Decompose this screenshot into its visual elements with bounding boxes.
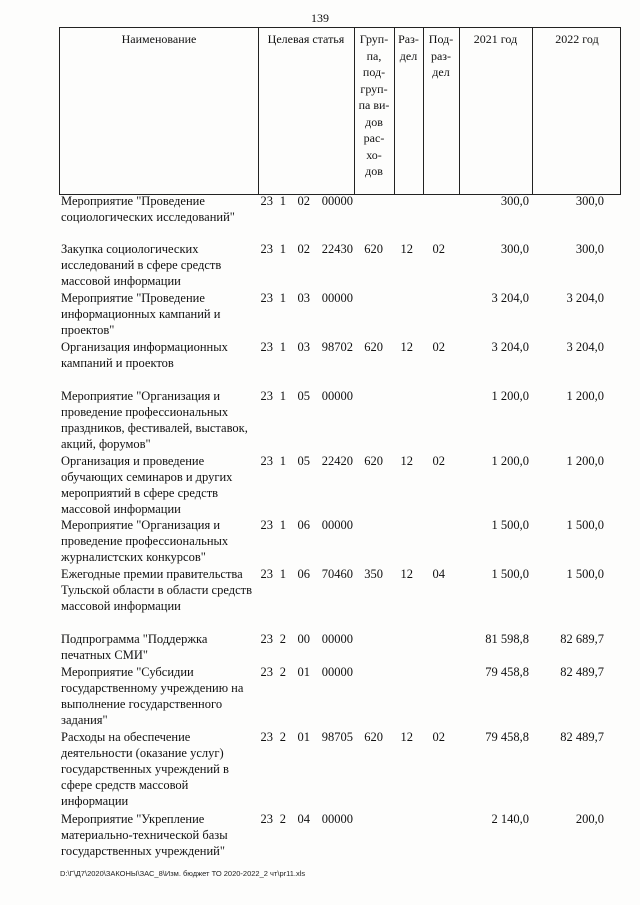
target-code-2: 2 bbox=[279, 812, 286, 826]
target-code-2: 1 bbox=[279, 518, 286, 532]
header-name: Наименование bbox=[121, 32, 197, 46]
amount-2021-cell: 1 200,0 bbox=[491, 389, 529, 403]
target-code-1: 23 bbox=[260, 812, 273, 826]
target-code-2: 2 bbox=[279, 632, 286, 646]
target-code-3: 04 bbox=[297, 812, 310, 826]
target-code-1: 23 bbox=[260, 389, 273, 403]
amount-2022-cell: 82 489,7 bbox=[560, 665, 604, 679]
page-number: 139 bbox=[311, 11, 329, 25]
expense-group-cell: 620 bbox=[364, 454, 383, 468]
row-name: Расходы на обеспечение деятельности (оказание услуг) государственных учреждений в сфере средств массовой информации bbox=[61, 730, 229, 808]
target-code-3: 05 bbox=[297, 454, 310, 468]
target-code-2: 1 bbox=[279, 242, 286, 256]
target-code-1: 23 bbox=[260, 340, 273, 354]
header-target-article: Целевая статья bbox=[267, 32, 345, 46]
amount-2021-cell: 1 200,0 bbox=[491, 454, 529, 468]
target-code-4: 98702 bbox=[321, 340, 353, 354]
row-name: Закупка социологических исследований в сфере средств массовой информации bbox=[61, 242, 222, 288]
expense-group-cell: 620 bbox=[364, 242, 383, 256]
header-line: па, bbox=[366, 48, 382, 63]
header-line: под- bbox=[362, 65, 386, 79]
row-name: Подпрограмма "Поддержка печатных СМИ" bbox=[61, 632, 208, 662]
target-code-2: 1 bbox=[279, 567, 286, 581]
subsection-cell: 02 bbox=[432, 340, 445, 354]
amount-2022-cell: 1 200,0 bbox=[566, 454, 604, 468]
target-code-3: 02 bbox=[297, 242, 310, 256]
section-cell: 12 bbox=[400, 340, 413, 354]
expense-group-cell: 620 bbox=[364, 730, 383, 744]
amount-2021-cell: 2 140,0 bbox=[491, 812, 529, 826]
target-code-4: 22430 bbox=[321, 242, 353, 256]
header-section bbox=[394, 31, 423, 64]
subsection-cell: 02 bbox=[432, 730, 445, 744]
target-code-3: 03 bbox=[297, 340, 310, 354]
header-line: па ви- bbox=[358, 98, 390, 112]
target-code-3: 00 bbox=[297, 632, 310, 646]
amount-2021-cell: 81 598,8 bbox=[485, 632, 529, 646]
row-name: Мероприятие "Проведение социологических исследований" bbox=[61, 194, 235, 224]
target-code-3: 03 bbox=[297, 291, 310, 305]
row-name: Организация и проведение обучающих семинаров и других мероприятий в сфере средств массовой информации bbox=[61, 454, 233, 516]
header-line: груп- bbox=[360, 81, 388, 96]
amount-2021-cell: 3 204,0 bbox=[491, 340, 529, 354]
section-cell: 12 bbox=[400, 454, 413, 468]
target-code-1: 23 bbox=[260, 632, 273, 646]
target-code-1: 23 bbox=[260, 194, 273, 208]
column-divider bbox=[459, 28, 460, 194]
header-line: хо- bbox=[366, 147, 382, 162]
target-code-2: 2 bbox=[279, 730, 286, 744]
header-line: дов bbox=[365, 164, 383, 178]
subsection-cell: 02 bbox=[432, 454, 445, 468]
target-code-1: 23 bbox=[260, 291, 273, 305]
target-code-3: 01 bbox=[297, 730, 310, 744]
target-code-4: 22420 bbox=[321, 454, 353, 468]
target-code-4: 70460 bbox=[321, 567, 353, 581]
file-path-footer: D:\Г\Д7\2020\ЗАКОНЫ\ЗАС_8\Изм. бюджет ТО 2020-2022_2 чт\pr11.xls bbox=[60, 869, 306, 878]
header-year-2021: 2021 год bbox=[473, 32, 518, 46]
header-line: Груп- bbox=[359, 32, 389, 46]
subsection-cell: 04 bbox=[432, 567, 445, 581]
amount-2022-cell: 1 500,0 bbox=[566, 518, 604, 532]
section-cell: 12 bbox=[400, 567, 413, 581]
target-code-4: 00000 bbox=[321, 665, 353, 679]
target-code-4: 00000 bbox=[321, 518, 353, 532]
target-code-1: 23 bbox=[260, 454, 273, 468]
row-name: Организация информационных кампаний и проектов bbox=[61, 340, 228, 370]
target-code-1: 23 bbox=[260, 518, 273, 532]
amount-2021-cell: 1 500,0 bbox=[491, 518, 529, 532]
amount-2022-cell: 3 204,0 bbox=[566, 340, 604, 354]
section-cell: 12 bbox=[400, 730, 413, 744]
target-code-4: 98705 bbox=[321, 730, 353, 744]
row-name: Мероприятие "Организация и проведение профессиональных журналистских конкурсов" bbox=[61, 518, 229, 564]
amount-2021-cell: 1 500,0 bbox=[491, 567, 529, 581]
header-line: раз- bbox=[430, 48, 452, 63]
target-code-2: 2 bbox=[279, 665, 286, 679]
amount-2021-cell: 79 458,8 bbox=[485, 665, 529, 679]
row-name: Ежегодные премии правительства Тульской области в области средств массовой информации bbox=[61, 567, 253, 613]
target-code-3: 06 bbox=[297, 567, 310, 581]
header-line: дел bbox=[399, 48, 418, 63]
target-code-4: 00000 bbox=[321, 389, 353, 403]
amount-2022-cell: 1 500,0 bbox=[566, 567, 604, 581]
row-name: Мероприятие "Проведение информационных кампаний и проектов" bbox=[61, 291, 221, 337]
target-code-1: 23 bbox=[260, 242, 273, 256]
table-header bbox=[59, 27, 621, 195]
target-code-1: 23 bbox=[260, 730, 273, 744]
column-divider bbox=[532, 28, 533, 194]
target-code-4: 00000 bbox=[321, 291, 353, 305]
amount-2022-cell: 82 489,7 bbox=[560, 730, 604, 744]
target-code-1: 23 bbox=[260, 665, 273, 679]
amount-2021-cell: 3 204,0 bbox=[491, 291, 529, 305]
target-code-2: 1 bbox=[279, 340, 286, 354]
target-code-2: 1 bbox=[279, 454, 286, 468]
amount-2022-cell: 3 204,0 bbox=[566, 291, 604, 305]
section-cell: 12 bbox=[400, 242, 413, 256]
target-code-2: 1 bbox=[279, 194, 286, 208]
header-subsection bbox=[423, 31, 459, 81]
header-line: дел bbox=[432, 65, 450, 79]
target-code-2: 1 bbox=[279, 291, 286, 305]
target-code-4: 00000 bbox=[321, 194, 353, 208]
target-code-3: 05 bbox=[297, 389, 310, 403]
expense-group-cell: 350 bbox=[364, 567, 383, 581]
target-code-3: 06 bbox=[297, 518, 310, 532]
target-code-4: 00000 bbox=[321, 812, 353, 826]
header-line: дов bbox=[365, 114, 383, 129]
row-name: Мероприятие "Субсидии государственному учреждению на выполнение государственного задания" bbox=[61, 665, 244, 727]
target-code-1: 23 bbox=[260, 567, 273, 581]
expense-group-cell: 620 bbox=[364, 340, 383, 354]
header-line: Раз- bbox=[398, 32, 419, 46]
header-year-2022: 2022 год bbox=[555, 32, 599, 46]
amount-2022-cell: 300,0 bbox=[575, 242, 604, 256]
column-divider bbox=[258, 28, 259, 194]
target-code-4: 00000 bbox=[321, 632, 353, 646]
amount-2022-cell: 1 200,0 bbox=[566, 389, 604, 403]
amount-2022-cell: 200,0 bbox=[575, 812, 604, 826]
header-expense-group bbox=[354, 31, 394, 180]
amount-2022-cell: 82 689,7 bbox=[560, 632, 604, 646]
amount-2021-cell: 79 458,8 bbox=[485, 730, 529, 744]
amount-2021-cell: 300,0 bbox=[500, 194, 529, 208]
row-name: Мероприятие "Укрепление материально-технической базы государственных учреждений" bbox=[61, 812, 228, 858]
row-name: Мероприятие "Организация и проведение профессиональных праздников, фестивалей, выставок, акций, форумов" bbox=[61, 389, 248, 451]
amount-2021-cell: 300,0 bbox=[500, 242, 529, 256]
target-code-2: 1 bbox=[279, 389, 286, 403]
subsection-cell: 02 bbox=[432, 242, 445, 256]
header-line: Под- bbox=[428, 32, 454, 46]
amount-2022-cell: 300,0 bbox=[575, 194, 604, 208]
target-code-3: 02 bbox=[297, 194, 310, 208]
header-line: рас- bbox=[363, 131, 385, 145]
target-code-3: 01 bbox=[297, 665, 310, 679]
